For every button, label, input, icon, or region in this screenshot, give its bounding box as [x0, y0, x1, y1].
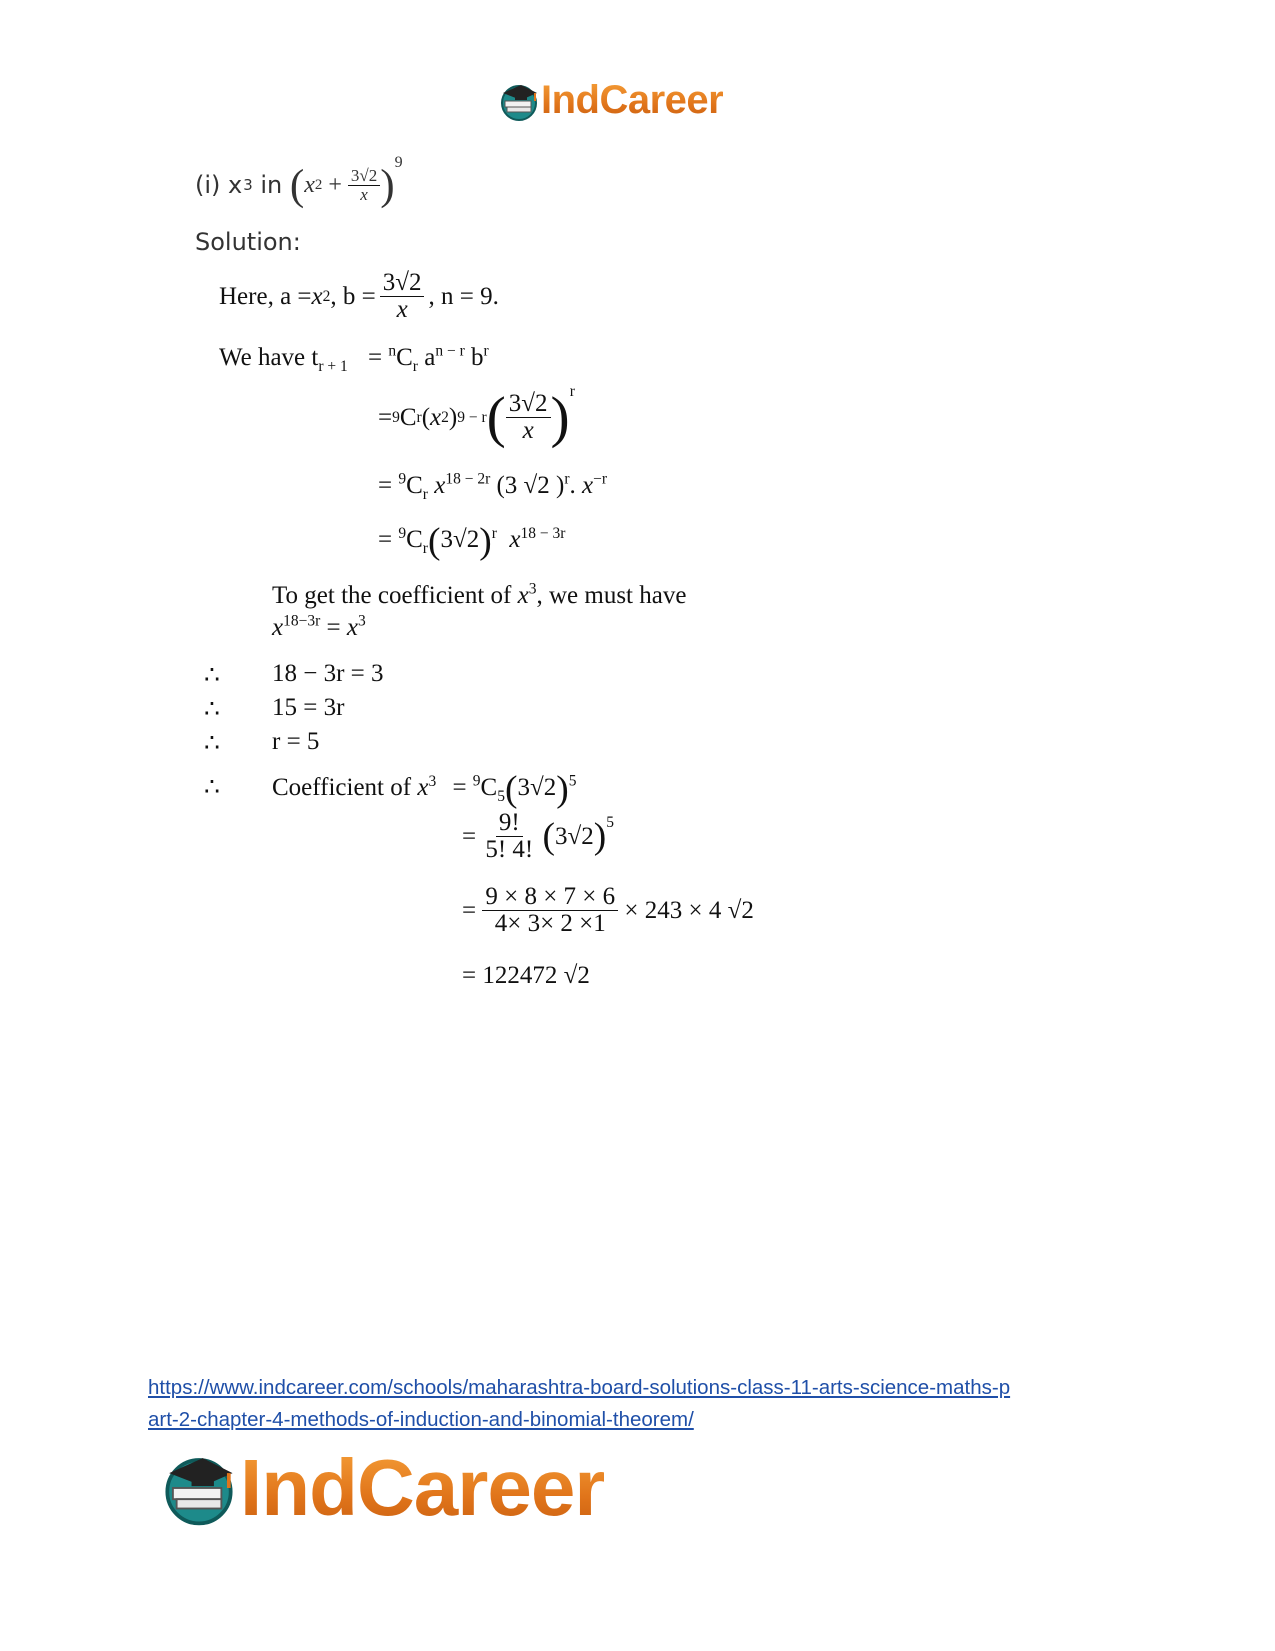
exponent-equation: $x^{18-3r} = x^3$: [272, 612, 366, 641]
footer-logo: [158, 1442, 604, 1534]
therefore-symbol-3: ∴: [204, 730, 220, 757]
footer-url: [148, 1373, 1128, 1437]
header-logo: [497, 78, 723, 123]
expansion-step-1: = 9 C r ( x 2 ) 9 − r ( $\frac{3√2}{x}$ ) $^r$: [378, 382, 575, 449]
footer-logo-text: IndCareer: [240, 1443, 605, 1532]
factorial-step: = $\frac{9!}{5! 4!}$ ( 3√2 ) $^5$: [462, 809, 614, 864]
coefficient-label: Coefficient of: [272, 774, 418, 802]
footer-url-link-line-2[interactable]: art-2-chapter-4-methods-of-induction-and-binomial-theorem/: [148, 1408, 694, 1431]
question-label-in: in: [260, 171, 283, 199]
general-term-text: We have t: [219, 344, 319, 371]
question-label: (i) x: [195, 171, 243, 199]
solution-heading: Solution:: [195, 228, 301, 256]
given-values-text: Here, a =: [219, 282, 312, 310]
coefficient-condition-text: To get the coefficient of: [272, 582, 518, 609]
step-r-equals-5: r = 5: [272, 728, 320, 755]
graduation-cap-icon: [497, 79, 541, 123]
graduation-cap-icon: [158, 1447, 240, 1529]
multiplication-tail: × 243 × 4 √2: [624, 896, 754, 924]
final-result: = 122472 √2: [462, 962, 590, 989]
given-values-line: Here, a = x 2 , b = $\frac{3√2}{x}$ , n = 9.: [219, 269, 499, 324]
step-18-minus-3r: 18 − 3r = 3: [272, 660, 384, 687]
expansion-step-3: = $^9C_r(3√2)^r$ $x^{18 - 3r}$: [378, 521, 566, 562]
expansion-step-2: = $^9C_r$ $x^{18 - 2r}$ (3 √2 )$^r$. $x^{-r}$: [378, 470, 608, 503]
general-term-line: We have $t_{r + 1} = ^nC_r$ $a^{n - r}$ $b^r$: [219, 342, 489, 375]
question-line: (i) x 3 in ( x 2 + $\frac{3√2}{x}$ ) $^9$: [195, 154, 403, 209]
footer-url-link-line-1[interactable]: https://www.indcareer.com/schools/maharashtra-board-solutions-class-11-arts-science-maths-p: [148, 1376, 1011, 1399]
multiplication-step: = $\frac{9 \times 8 \times 7 \times 6}{4\times 3\times 2 \times 1}$ × 243 × 4 √2: [462, 883, 754, 938]
coefficient-condition-suffix: , we must have: [536, 582, 687, 609]
step-15-equals-3r: 15 = 3r: [272, 694, 345, 721]
therefore-symbol-4: ∴: [204, 774, 220, 801]
therefore-symbol-1: ∴: [204, 662, 220, 689]
header-logo-text: IndCareer: [541, 78, 724, 122]
therefore-symbol-2: ∴: [204, 696, 220, 723]
coefficient-condition-line: To get the coefficient of $x^3$, we must have: [272, 580, 687, 609]
coefficient-result-line: Coefficient of $x^3 = ^9C_5(3√2)^5$: [272, 769, 577, 810]
question-expression: ( x 2 + $\frac{3√2}{x}$ ) $^9$: [289, 154, 403, 209]
